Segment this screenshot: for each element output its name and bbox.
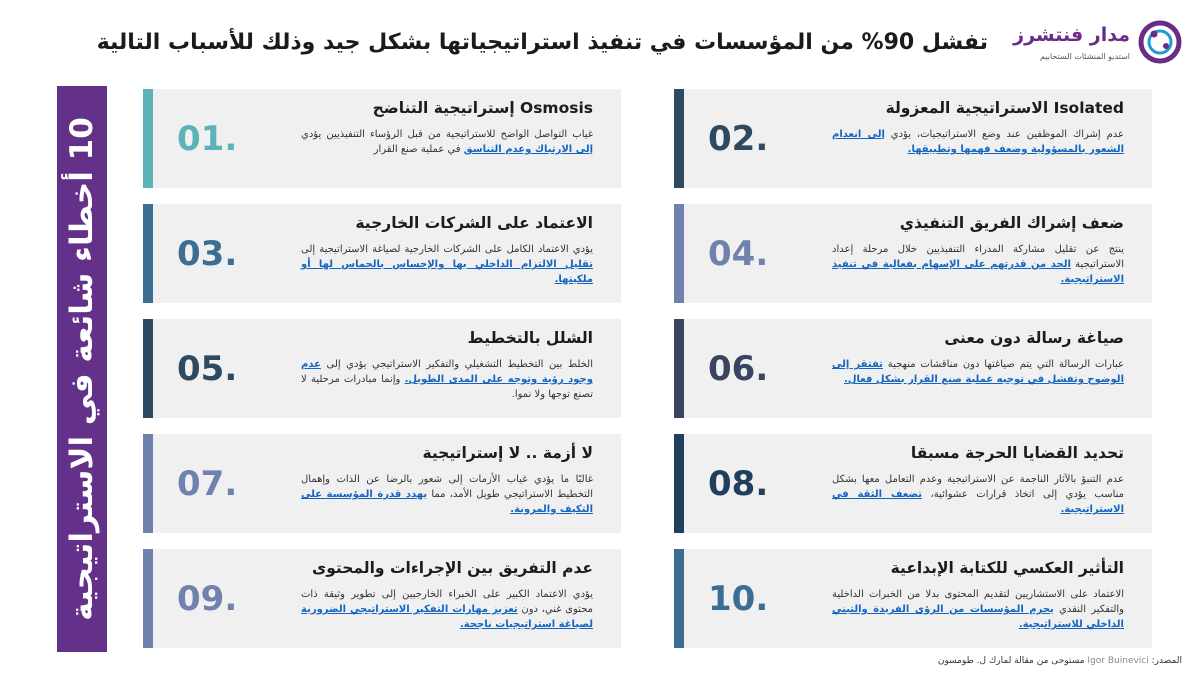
desc-highlight: تضعف الثقة في الاستراتيجية. xyxy=(832,489,1124,515)
sidebar-title: 10 أخطاء شائعة في الاستراتيجية xyxy=(64,117,100,621)
card-description xyxy=(301,472,593,517)
source-author: Igor Buinevici xyxy=(1087,656,1149,666)
desc-highlight: يهدد قدرة المؤسسة على التكيف والمرونة. xyxy=(301,489,593,515)
card-description xyxy=(832,242,1124,287)
brand-logo xyxy=(1012,18,1182,74)
card-number: 04. xyxy=(708,233,769,274)
brand-name: مدار فنتشرز xyxy=(1013,24,1130,46)
card-number: 10. xyxy=(708,578,769,619)
desc-highlight: تقليل الالتزام الداخلي بها والإحساس بالحماس لها أو ملكيتها. xyxy=(301,259,593,285)
card-title: عدم التفريق بين الإجراءات والمحتوى xyxy=(311,559,593,577)
card-description xyxy=(301,357,593,402)
card-description xyxy=(301,587,593,632)
card-title: تحديد القضايا الحرجة مسبقا xyxy=(910,444,1124,462)
card-title: الشلل بالتخطيط xyxy=(467,329,593,347)
desc-highlight: عدم وجود رؤية وتوجه على المدى الطويل. xyxy=(301,359,593,385)
desc-text: عدم إشراك الموظفين عند وضع الاستراتيجيات، يؤدي xyxy=(884,129,1124,140)
desc-text: يؤدي الاعتماد الكامل على الشركات الخارجية لصياغة الاستراتيجية إلى xyxy=(301,244,593,255)
desc-highlight: تعزيز مهارات التفكير الاستراتيجي الضرورية لصياغة استراتيجيات ناجحة. xyxy=(301,604,593,630)
card-title: التأثير العكسي للكتابة الإبداعية xyxy=(890,559,1124,577)
card-title: ضعف إشراك الفريق التنفيذي xyxy=(899,214,1124,232)
card-description xyxy=(832,587,1124,632)
card-accent-stripe xyxy=(674,204,684,303)
card-number: 01. xyxy=(177,118,238,159)
card-01 xyxy=(143,89,621,188)
card-description xyxy=(832,472,1124,517)
card-number: 09. xyxy=(177,578,238,619)
desc-text: عدم التنبؤ بالآثار الناجمة عن الاستراتيجية وعدم التعامل معها بشكل مناسب يؤدي إلى اتخاذ قرارات عشوائية، xyxy=(832,474,1124,500)
card-accent-stripe xyxy=(143,319,153,418)
card-accent-stripe xyxy=(143,204,153,303)
card-02 xyxy=(674,89,1152,188)
brand-tagline: استديو المنشئات الستحابيم xyxy=(1040,52,1130,61)
card-number: 08. xyxy=(708,463,769,504)
sidebar-banner xyxy=(57,86,107,652)
card-accent-stripe xyxy=(143,434,153,533)
card-accent-stripe xyxy=(674,549,684,648)
card-08 xyxy=(674,434,1152,533)
desc-highlight: يحرم المؤسسات من الرؤى الفريدة والتبني الداخلي للاستراتيجية. xyxy=(832,604,1124,630)
source-credit xyxy=(938,656,1182,666)
card-09 xyxy=(143,549,621,648)
source-label: المصدر: xyxy=(1151,656,1182,666)
card-accent-stripe xyxy=(143,549,153,648)
card-title: صياغة رسالة دون معنى xyxy=(944,329,1124,347)
desc-text: غياب التواصل الواضح للاستراتيجية من قبل الرؤساء التنفيذيين يؤدي xyxy=(301,129,593,140)
card-accent-stripe xyxy=(674,434,684,533)
desc-highlight: الحد من قدرتهم على الإسهام بفعالية في تنفيذ الاستراتيجية. xyxy=(832,259,1124,285)
desc-highlight: تفتقر إلى الوضوح وتفشل في توجيه عملية صنع القرار بشكل فعال. xyxy=(832,359,1124,385)
card-number: 07. xyxy=(177,463,238,504)
brand-mark-icon xyxy=(1138,20,1182,64)
card-description xyxy=(301,127,593,157)
card-title: Osmosis إستراتيجية التناضح xyxy=(372,99,593,117)
card-accent-stripe xyxy=(674,89,684,188)
card-number: 03. xyxy=(177,233,238,274)
desc-highlight: إلى انعدام الشعور بالمسؤولية وضعف فهمها وتطبيقها. xyxy=(832,129,1124,155)
card-title: Isolated الاستراتيجية المعزولة xyxy=(885,99,1124,117)
card-description xyxy=(301,242,593,287)
card-title: الاعتماد على الشركات الخارجية xyxy=(355,214,593,232)
card-accent-stripe xyxy=(674,319,684,418)
desc-text: ينتج عن تقليل مشاركة المدراء التنفيذيين خلال مرحلة إعداد الاستراتيجية xyxy=(832,244,1124,270)
desc-text: غالبًا ما يؤدي غياب الأزمات إلى شعور بالرضا عن الذات وإهمال التخطيط الاستراتيجي طويل الأمد، مما xyxy=(301,474,593,500)
desc-highlight: إلى الارتباك وعدم التناسق xyxy=(463,144,593,155)
desc-text: عبارات الرسالة التي يتم صياغتها دون مناقشات منهجية xyxy=(882,359,1125,370)
card-number: 06. xyxy=(708,348,769,389)
card-number: 05. xyxy=(177,348,238,389)
card-description xyxy=(832,127,1124,157)
desc-text: يؤدي الاعتماد الكبير على الخبراء الخارجيين إلى تطوير وثيقة ذات محتوى غني، دون xyxy=(301,589,594,615)
desc-text: الخلط بين التخطيط التشغيلي والتفكير الاستراتيجي يؤدي إلى xyxy=(320,359,593,370)
card-04 xyxy=(674,204,1152,303)
card-accent-stripe xyxy=(143,89,153,188)
card-06 xyxy=(674,319,1152,418)
card-title: لا أزمة .. لا إستراتيجية xyxy=(422,444,593,462)
page-headline: تفشل 90% من المؤسسات في تنفيذ استراتيجياتها بشكل جيد وذلك للأسباب التالية xyxy=(96,30,988,55)
desc-text: الاعتماد على الاستشاريين لتقديم المحتوى بدلا من الخبرات الداخلية والتفكير النقدي xyxy=(832,589,1124,615)
card-10 xyxy=(674,549,1152,648)
card-description xyxy=(832,357,1124,387)
card-07 xyxy=(143,434,621,533)
card-05 xyxy=(143,319,621,418)
source-text: مستوحى من مقالة لمارك ل. طومسون xyxy=(937,656,1085,666)
card-03 xyxy=(143,204,621,303)
desc-text-end: وإنما مبادرات مرحلية لا تصنع توجها ولا نموا. xyxy=(301,374,593,400)
card-number: 02. xyxy=(708,118,769,159)
desc-text-end: في عملية صنع القرار xyxy=(373,144,464,155)
